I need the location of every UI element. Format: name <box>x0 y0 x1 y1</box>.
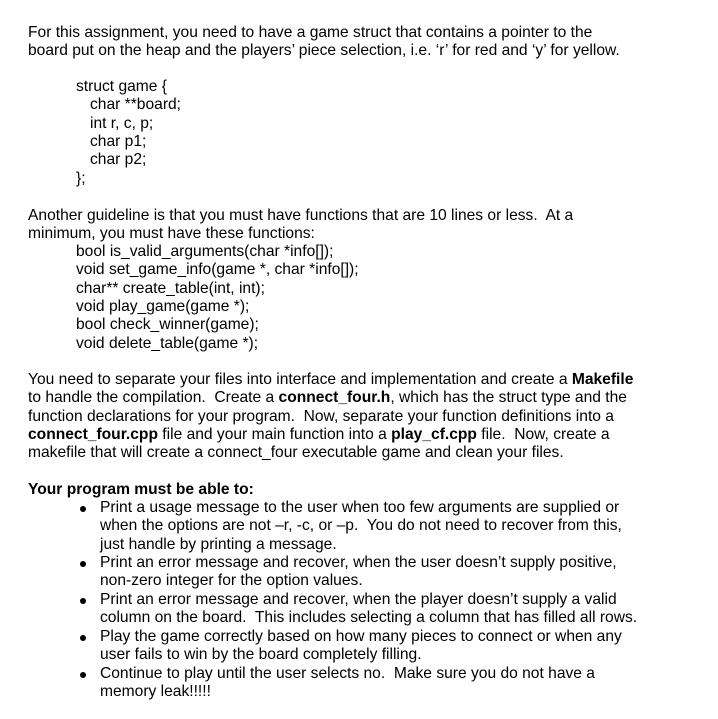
bullet-icon <box>80 672 86 678</box>
files-line-1: You need to separate your files into interface and implementation and create a Makefile <box>28 371 634 388</box>
main-file-term: play_cf.cpp <box>391 426 477 443</box>
code-line: struct game { <box>76 78 168 95</box>
code-line: char **board; <box>90 96 182 113</box>
requirements-heading: Your program must be able to: <box>28 481 254 498</box>
function-signature: bool check_winner(game); <box>76 316 259 333</box>
makefile-term: Makefile <box>571 371 634 388</box>
function-signature: void delete_table(game *); <box>76 335 259 352</box>
function-signature: void set_game_info(game *, char *info[]); <box>76 261 359 278</box>
files-line-2: to handle the compilation. Create a connect_four.h, which has the struct type and the <box>28 389 627 406</box>
bullet-icon <box>80 506 86 512</box>
bullet-icon <box>80 561 86 567</box>
intro-line-2: board put on the heap and the players’ piece selection, i.e. ‘r’ for red and ‘y’ for yellow. <box>28 42 620 59</box>
function-signature: bool is_valid_arguments(char *info[]); <box>76 243 334 260</box>
bullet-icon <box>80 635 86 641</box>
code-line: }; <box>76 170 86 187</box>
intro-line-1: For this assignment, you need to have a game struct that contains a pointer to the <box>28 24 593 41</box>
impl-file-term: connect_four.cpp <box>28 426 158 443</box>
files-line-4: connect_four.cpp file and your main function into a play_cf.cpp file. Now, create a <box>28 426 610 443</box>
code-line: int r, c, p; <box>90 115 154 132</box>
function-signature: void play_game(game *); <box>76 298 250 315</box>
guideline-line-2: minimum, you must have these functions: <box>28 225 315 242</box>
bullet-icon <box>80 598 86 604</box>
guideline-line-1: Another guideline is that you must have functions that are 10 lines or less. At a <box>28 207 574 224</box>
files-line-3: function declarations for your program. Now, separate your function definitions into a <box>28 408 614 425</box>
code-line: char p1; <box>90 133 147 150</box>
files-line-5: makefile that will create a connect_four executable game and clean your files. <box>28 444 564 461</box>
function-signature: char** create_table(int, int); <box>76 280 265 297</box>
header-file-term: connect_four.h <box>278 389 391 406</box>
code-line: char p2; <box>90 151 147 168</box>
